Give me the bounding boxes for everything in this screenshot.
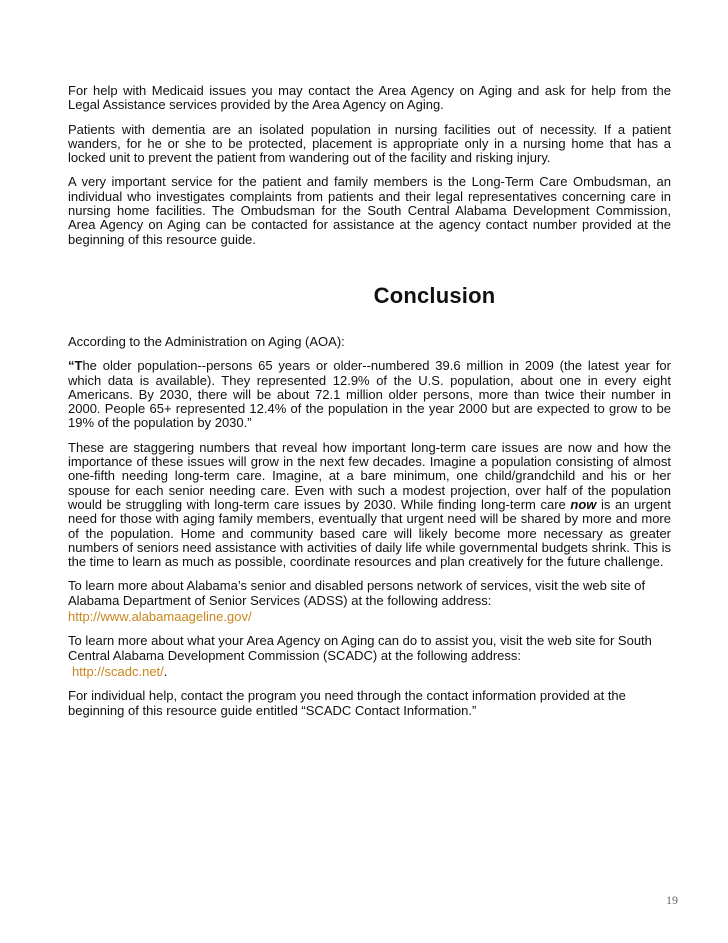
document-page <box>68 84 671 728</box>
conclusion-heading: Conclusion <box>373 282 496 308</box>
scadc-link-line <box>68 665 671 679</box>
adss-link-line <box>68 610 671 624</box>
scadc-paragraph: To learn more about what your Area Agency on Aging can do to assist you, visit the web site for South Central Alabama Development Commission (SCADC) at the following address: <box>68 633 652 663</box>
now-emphasis: now <box>570 496 597 512</box>
staggering-paragraph <box>68 441 671 570</box>
scadc-link[interactable]: http://scadc.net/ <box>72 663 164 679</box>
adss-paragraph: To learn more about Alabama’s senior and disabled persons network of services, visit the web site of Alabama Department of Senior Services (ADSS) at the following address: <box>68 578 646 608</box>
quote-open: “T <box>68 358 83 374</box>
aoa-quote <box>68 359 671 430</box>
page-number: 19 <box>666 893 678 907</box>
adss-link[interactable]: http://www.alabamaageline.gov/ <box>68 609 252 625</box>
staggering-text-after: is an urgent need for those with aging family members, eventually that urgent need will be shared by more and more of the population. Home and community based care will likely become more necessary as greater numbers of seniors need assistance with activities of daily life while governmental budgets shrink. This is the time to learn as much as possible, coordinate resources and plan creatively for the future challenge. <box>68 496 672 570</box>
scadc-link-suffix: . <box>163 663 168 679</box>
individual-help-paragraph: For individual help, contact the program you need through the contact information provided at the beginning of this resource guide entitled “SCADC Contact Information.” <box>68 688 626 718</box>
quote-text: he older population--persons 65 years or older--numbered 39.6 million in 2009 (the latest year for which data is available). They represented 12.9% of the U.S. population, about one in every eight Americans. By 2030, there will be about 72.1 million older persons, more than twice their number in 2000. People 65+ represented 12.4% of the population in the year 2000 but are expected to grow to be 19% of the population by 2030.” <box>68 358 671 431</box>
dementia-paragraph: Patients with dementia are an isolated population in nursing facilities out of necessity. If a patient wanders, for he or she to be protected, placement is appropriate only in a nursing home that has a locked unit to prevent the patient from wandering out of the facility and risking injury. <box>68 121 671 166</box>
staggering-text-before: These are staggering numbers that reveal how important long-term care issues are now and how the importance of these issues will grow in the next few decades. Imagine a population consisting of almost one-fifth needing long-term care. Imagine, at a bare minimum, one child/grandchild and his or her spouse for each senior needing care. Even with such a modest projection, over half of the population would be struggling with long-term care issues by 2030. While finding long-term care <box>68 439 671 512</box>
aoa-intro: According to the Administration on Aging (AOA): <box>68 333 345 349</box>
medicaid-paragraph: For help with Medicaid issues you may contact the Area Agency on Aging and ask for help from the Legal Assistance services provided by the Area Agency on Aging. <box>68 83 671 113</box>
ombudsman-paragraph: A very important service for the patient and family members is the Long-Term Care Ombudsman, an individual who investigates complaints from patients and their legal representatives concerning care in nursing home facilities. The Ombudsman for the South Central Alabama Development Commission, Area Agency on Aging can be contacted for assistance at the agency contact number provided at the beginning of this resource guide. <box>68 174 671 247</box>
